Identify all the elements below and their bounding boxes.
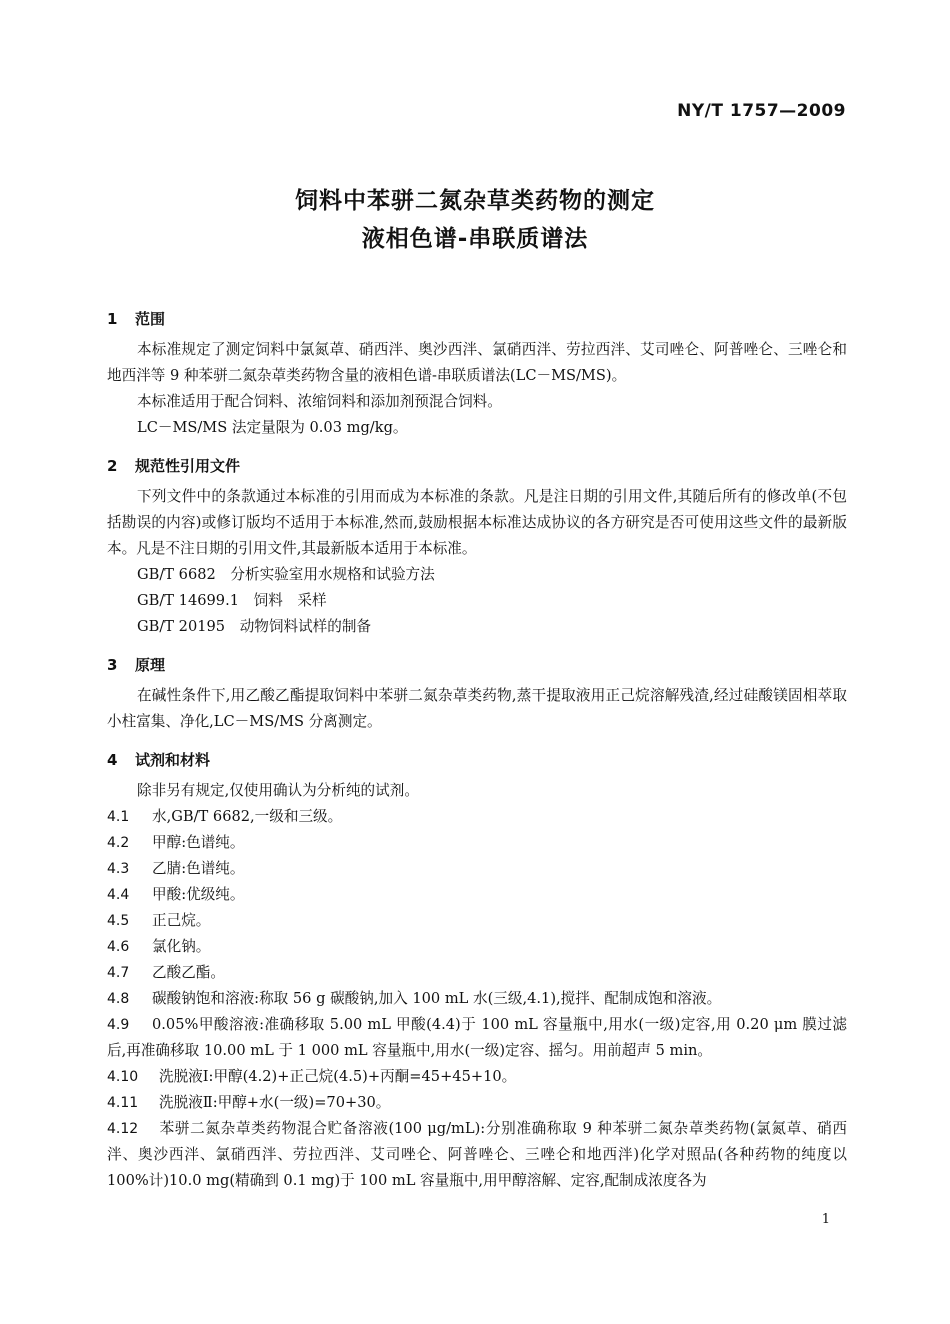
item-number: 4.10 xyxy=(107,1069,139,1085)
item-text: 甲酸:优级纯。 xyxy=(152,886,245,903)
section-1-heading xyxy=(107,306,847,332)
list-item xyxy=(107,1090,847,1116)
list-item xyxy=(107,804,847,830)
item-number: 4.12 xyxy=(107,1121,139,1137)
paragraph: 本标准适用于配合饲料、浓缩饲料和添加剂预混合饲料。 xyxy=(137,393,502,410)
page-number: 1 xyxy=(821,1212,830,1227)
item-number: 4.3 xyxy=(107,861,130,877)
paragraph: LC－MS/MS 法定量限为 0.03 mg/kg。 xyxy=(137,419,408,436)
list-item xyxy=(107,1116,847,1194)
item-number: 4.7 xyxy=(107,965,130,981)
item-text: 洗脱液Ⅰ:甲醇(4.2)+正己烷(4.5)+丙酮=45+45+10。 xyxy=(159,1068,517,1085)
paragraph: 除非另有规定,仅使用确认为分析纯的试剂。 xyxy=(137,782,419,799)
section-number: 2 xyxy=(107,457,118,475)
section-3-heading xyxy=(107,652,847,678)
item-text: 水,GB/T 6682,一级和三级。 xyxy=(152,808,343,825)
list-item xyxy=(107,986,847,1012)
item-text: 氯化钠。 xyxy=(152,938,211,955)
paragraph: 下列文件中的条款通过本标准的引用而成为本标准的条款。凡是注日期的引用文件,其随后所有的修改单(不包括勘误的内容)或修订版均不适用于本标准,然而,鼓励根据本标准达成协议的各方研究是否可使用这些文件的最新版本。凡是不注日期的引用文件,其最新版本适用于本标准。 xyxy=(107,488,847,557)
section-number: 4 xyxy=(107,751,118,769)
title-line-2: 液相色谱-串联质谱法 xyxy=(361,226,589,252)
paragraph: 在碱性条件下,用乙酸乙酯提取饲料中苯骈二氮杂䓬类药物,蒸干提取液用正己烷溶解残渣,经过硅酸镁固相萃取小柱富集、净化,LC－MS/MS 分离测定。 xyxy=(107,687,847,730)
reference-item: GB/T 6682 分析实验室用水规格和试验方法 xyxy=(137,566,435,583)
list-item xyxy=(107,1064,847,1090)
section-title: 规范性引用文件 xyxy=(135,457,241,475)
section-number: 3 xyxy=(107,656,118,674)
list-item xyxy=(107,830,847,856)
item-number: 4.2 xyxy=(107,835,130,851)
item-text: 甲醇:色谱纯。 xyxy=(152,834,245,851)
section-title: 试剂和材料 xyxy=(135,751,211,769)
item-number: 4.9 xyxy=(107,1017,130,1033)
list-item xyxy=(107,934,847,960)
item-number: 4.4 xyxy=(107,887,130,903)
item-number: 4.5 xyxy=(107,913,130,929)
item-text: 乙酸乙酯。 xyxy=(152,964,225,981)
item-text: 洗脱液Ⅱ:甲醇+水(一级)=70+30。 xyxy=(159,1094,391,1111)
section-4-heading xyxy=(107,747,847,773)
title-line-1: 饲料中苯骈二氮杂草类药物的测定 xyxy=(295,188,655,214)
section-title: 范围 xyxy=(135,310,166,328)
list-item xyxy=(107,856,847,882)
section-title: 原理 xyxy=(135,656,166,674)
item-text: 0.05%甲酸溶液:准确移取 5.00 mL 甲酸(4.4)于 100 mL 容量瓶中,用水(一级)定容,用 0.20 μm 膜过滤后,再准确移取 10.00 mL 于 1 000 mL 容量瓶中,用水(一级)定容、摇匀。用前超声 5 min。 xyxy=(107,1016,847,1059)
item-number: 4.8 xyxy=(107,991,130,1007)
standard-code: NY/T 1757—2009 xyxy=(677,101,846,121)
item-text: 正己烷。 xyxy=(152,912,211,929)
item-text: 碳酸钠饱和溶液:称取 56 g 碳酸钠,加入 100 mL 水(三级,4.1),搅拌、配制成饱和溶液。 xyxy=(152,990,722,1007)
reference-item: GB/T 14699.1 饲料 采样 xyxy=(137,592,327,609)
item-number: 4.11 xyxy=(107,1095,139,1111)
document-body xyxy=(107,306,847,1194)
reference-item: GB/T 20195 动物饲料试样的制备 xyxy=(137,618,372,635)
item-text: 苯骈二氮杂䓬类药物混合贮备溶液(100 μg/mL):分别准确称取 9 种苯骈二氮杂䓬类药物(氯氮䓬、硝西泮、奥沙西泮、氯硝西泮、劳拉西泮、艾司唑仑、阿普唑仑、三唑仑和地西泮)化学对照品(各种药物的纯度以 100%计)10.0 mg(精确到 0.1 mg)于 100 mL 容量瓶中,用甲醇溶解、定容,配制成浓度各为 xyxy=(107,1120,847,1189)
paragraph: 本标准规定了测定饲料中氯氮䓬、硝西泮、奥沙西泮、氯硝西泮、劳拉西泮、艾司唑仑、阿普唑仑、三唑仑和地西泮等 9 种苯骈二氮杂䓬类药物含量的液相色谱-串联质谱法(LC－MS/MS)。 xyxy=(107,341,847,384)
document-title xyxy=(0,182,950,258)
item-number: 4.6 xyxy=(107,939,130,955)
item-text: 乙腈:色谱纯。 xyxy=(152,860,245,877)
list-item xyxy=(107,1012,847,1064)
section-number: 1 xyxy=(107,310,118,328)
list-item xyxy=(107,882,847,908)
item-number: 4.1 xyxy=(107,809,130,825)
list-item xyxy=(107,908,847,934)
list-item xyxy=(107,960,847,986)
section-2-heading xyxy=(107,453,847,479)
